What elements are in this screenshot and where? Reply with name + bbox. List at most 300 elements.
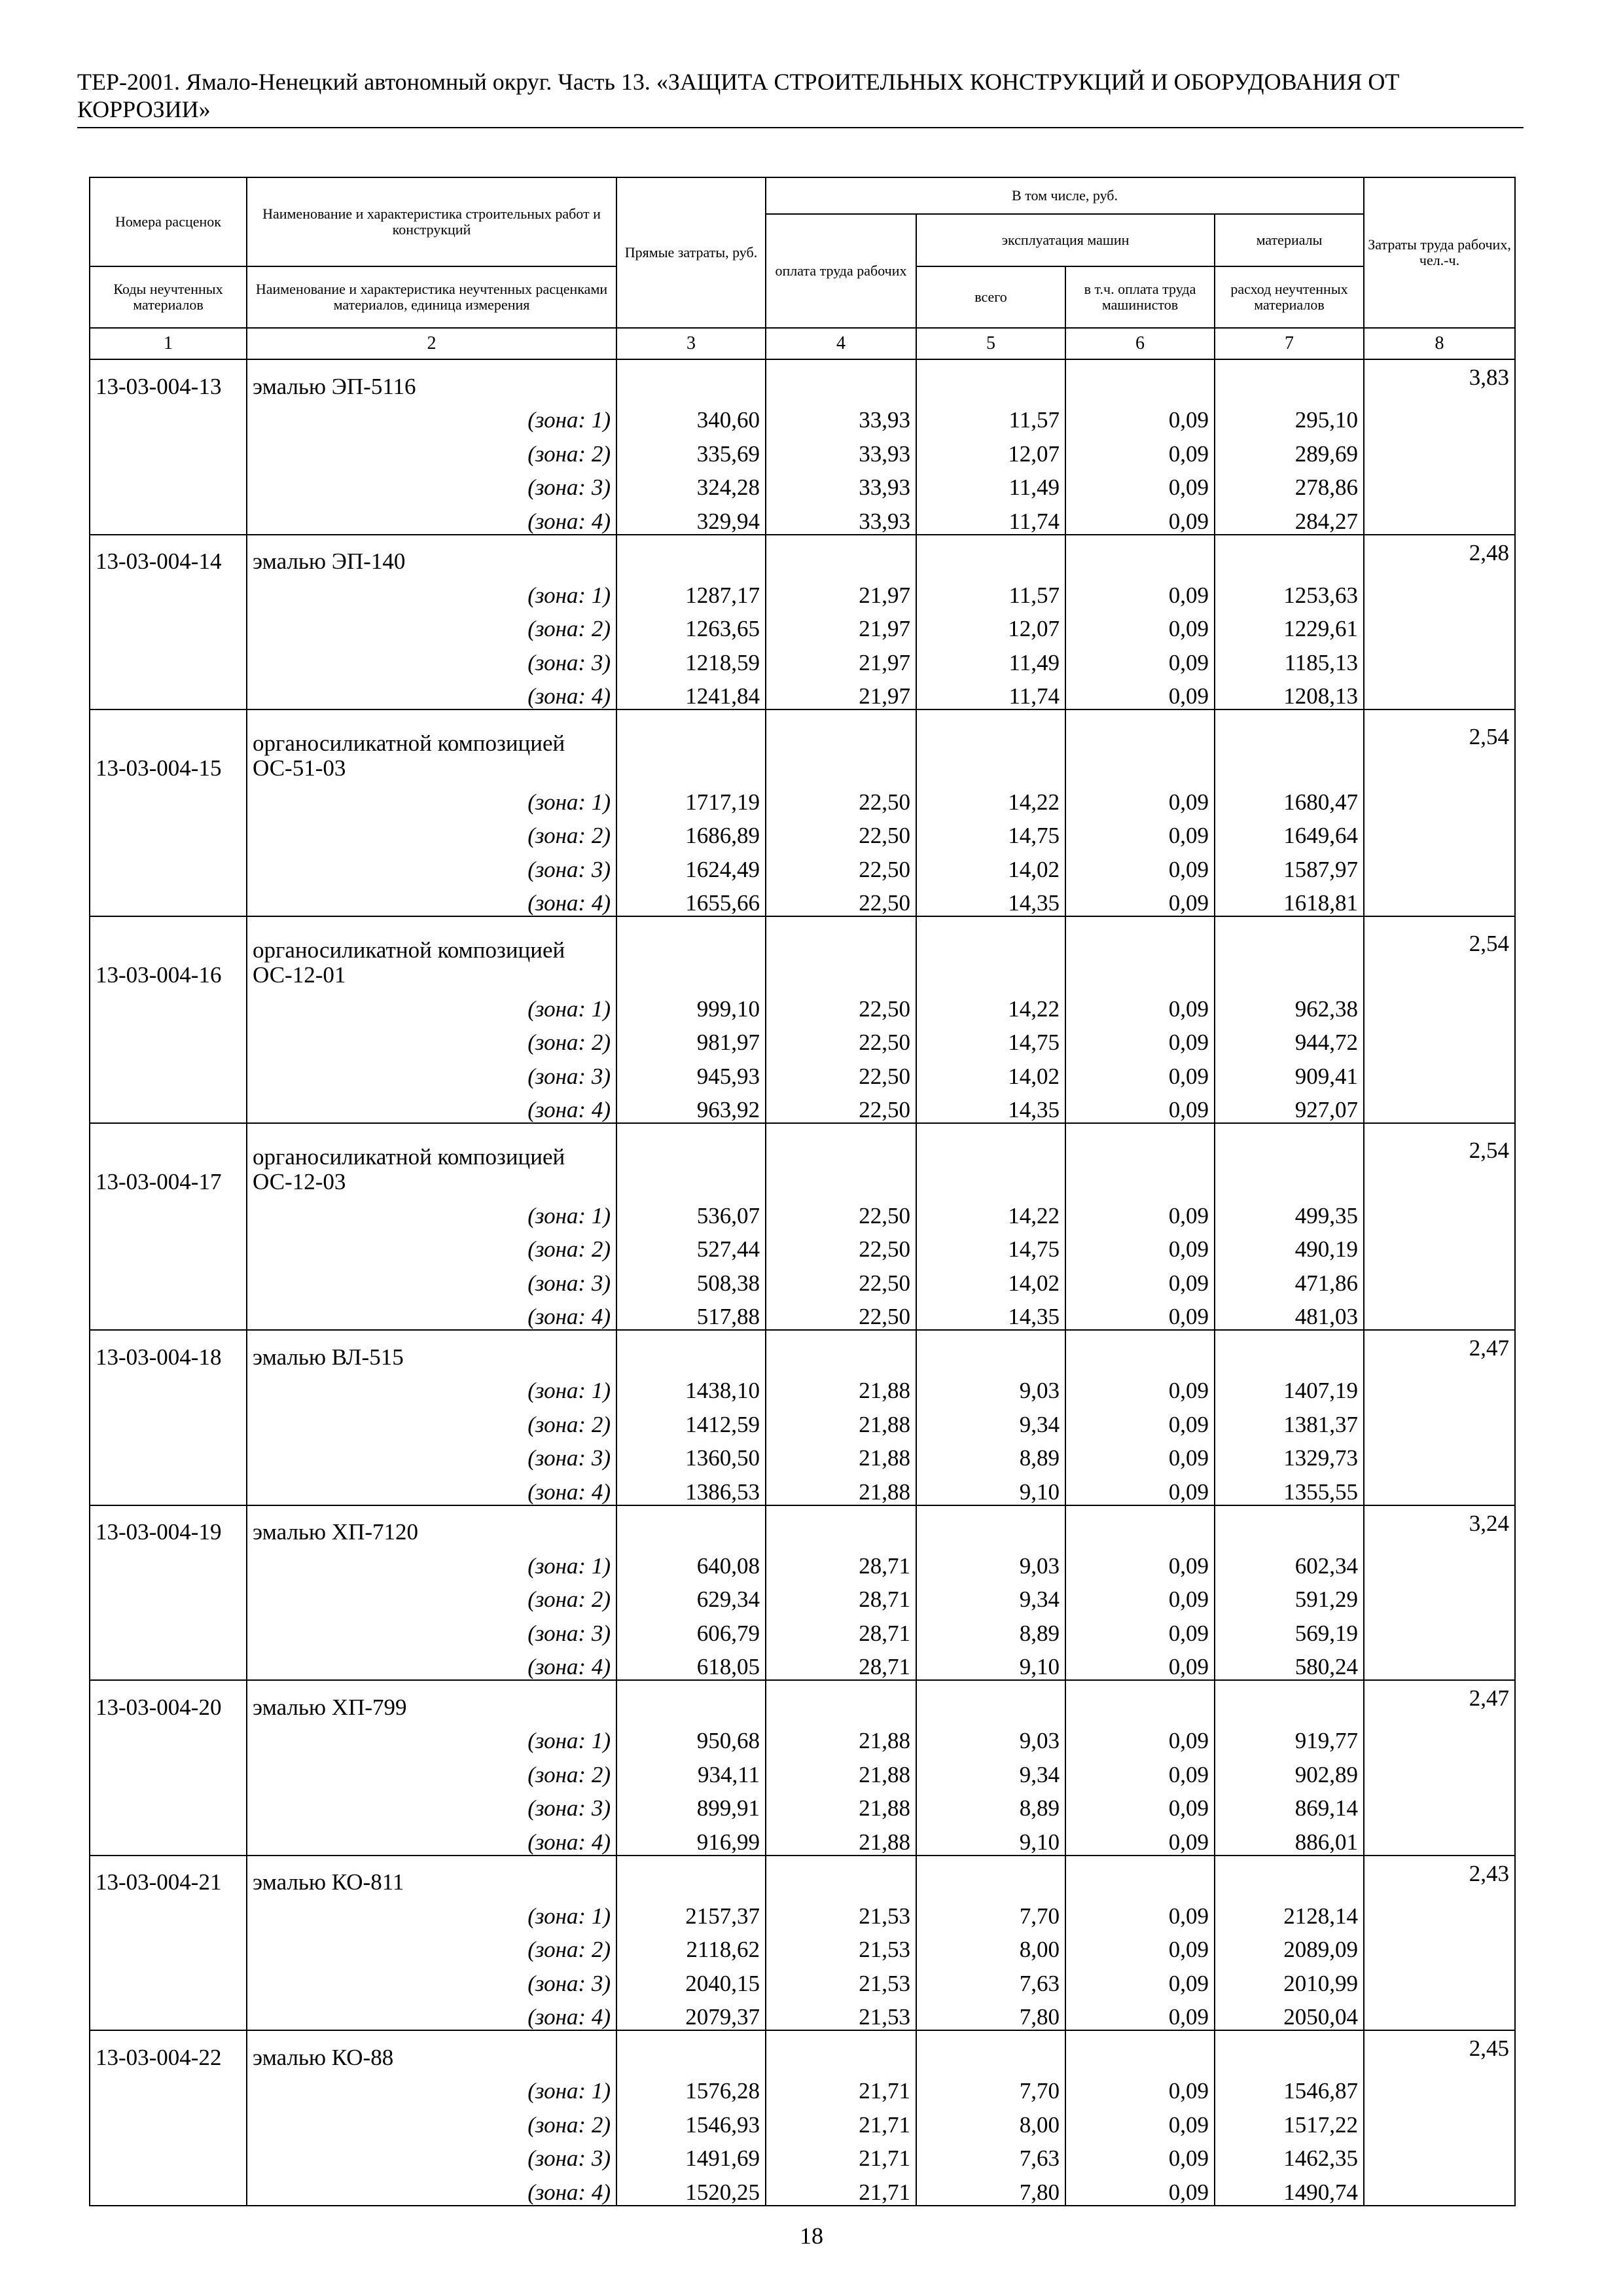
direct-costs: 1287,17 xyxy=(616,574,766,608)
direct-costs: 1717,19 xyxy=(616,781,766,815)
worker-wages: 22,50 xyxy=(766,1089,916,1124)
empty-cell xyxy=(1065,1856,1215,1895)
rate-code-empty xyxy=(90,1194,247,1229)
rate-name-line: ОС-51-03 xyxy=(253,755,346,781)
zone-row xyxy=(90,467,1515,501)
rate-name xyxy=(247,1856,616,1895)
zone-label: (зона: 1) xyxy=(247,1545,616,1579)
materials-cost: 2128,14 xyxy=(1215,1895,1364,1929)
rate-name-line: эмалью ВЛ-515 xyxy=(253,1344,404,1370)
zone-label: (зона: 1) xyxy=(247,781,616,815)
worker-wages: 21,71 xyxy=(766,2171,916,2206)
zone-label: (зона: 3) xyxy=(247,1055,616,1089)
zone-row xyxy=(90,574,1515,608)
zone-row xyxy=(90,1403,1515,1437)
rate-code-empty xyxy=(90,1929,247,1963)
zone-row xyxy=(90,1296,1515,1331)
labor-empty xyxy=(1364,1545,1515,1579)
labor-empty xyxy=(1364,882,1515,917)
worker-wages: 28,71 xyxy=(766,1545,916,1579)
machines-total: 11,57 xyxy=(916,574,1065,608)
empty-cell xyxy=(1215,1123,1364,1194)
worker-wages: 21,88 xyxy=(766,1787,916,1821)
direct-costs: 536,07 xyxy=(616,1194,766,1229)
zone-label: (зона: 4) xyxy=(247,1646,616,1681)
rate-code-empty xyxy=(90,1545,247,1579)
zone-label: (зона: 4) xyxy=(247,1821,616,1856)
worker-wages: 21,88 xyxy=(766,1720,916,1754)
header-operator-wages: в т.ч. оплата труда машинистов xyxy=(1065,266,1215,328)
column-number: 5 xyxy=(916,328,1065,359)
zone-row xyxy=(90,399,1515,433)
rate-code-empty xyxy=(90,1612,247,1646)
labor-empty xyxy=(1364,1055,1515,1089)
labor-empty xyxy=(1364,574,1515,608)
rate-code: 13-03-004-13 xyxy=(90,359,247,399)
direct-costs: 517,88 xyxy=(616,1296,766,1331)
labor-empty xyxy=(1364,1753,1515,1787)
materials-cost: 1229,61 xyxy=(1215,608,1364,642)
rate-code-empty xyxy=(90,467,247,501)
empty-cell xyxy=(1215,535,1364,575)
empty-cell xyxy=(766,916,916,988)
empty-cell xyxy=(616,1856,766,1895)
worker-wages: 21,88 xyxy=(766,1370,916,1404)
machines-total: 11,74 xyxy=(916,500,1065,535)
zone-row xyxy=(90,1471,1515,1505)
zone-label: (зона: 4) xyxy=(247,500,616,535)
labor-cost: 2,48 xyxy=(1364,535,1515,575)
operator-wages: 0,09 xyxy=(1065,2104,1215,2138)
rate-code: 13-03-004-18 xyxy=(90,1330,247,1370)
rate-code: 13-03-004-21 xyxy=(90,1856,247,1895)
labor-empty xyxy=(1364,815,1515,849)
zone-row xyxy=(90,1646,1515,1681)
rate-title-row xyxy=(90,1505,1515,1545)
worker-wages: 21,97 xyxy=(766,608,916,642)
rate-code-empty xyxy=(90,1895,247,1929)
zone-label: (зона: 1) xyxy=(247,1370,616,1404)
empty-cell xyxy=(916,1680,1065,1720)
operator-wages: 0,09 xyxy=(1065,1646,1215,1681)
worker-wages: 33,93 xyxy=(766,399,916,433)
rate-code-empty xyxy=(90,1403,247,1437)
labor-empty xyxy=(1364,1471,1515,1505)
zone-label: (зона: 2) xyxy=(247,1229,616,1263)
machines-total: 9,34 xyxy=(916,1579,1065,1613)
zone-row xyxy=(90,433,1515,467)
labor-empty xyxy=(1364,1929,1515,1963)
rate-name-line: эмалью КО-88 xyxy=(253,2044,394,2070)
worker-wages: 28,71 xyxy=(766,1612,916,1646)
header-unaccounted-materials: расход неучтенных материалов xyxy=(1215,266,1364,328)
rate-title-row xyxy=(90,709,1515,781)
direct-costs: 934,11 xyxy=(616,1753,766,1787)
worker-wages: 22,50 xyxy=(766,1296,916,1331)
rate-code-empty xyxy=(90,781,247,815)
labor-empty xyxy=(1364,1403,1515,1437)
operator-wages: 0,09 xyxy=(1065,1194,1215,1229)
materials-cost: 289,69 xyxy=(1215,433,1364,467)
zone-row xyxy=(90,675,1515,710)
worker-wages: 22,50 xyxy=(766,1194,916,1229)
direct-costs: 999,10 xyxy=(616,988,766,1022)
empty-cell xyxy=(1065,916,1215,988)
materials-cost: 1355,55 xyxy=(1215,1471,1364,1505)
empty-cell xyxy=(916,1123,1065,1194)
rate-code-empty xyxy=(90,1753,247,1787)
materials-cost: 2050,04 xyxy=(1215,1996,1364,2031)
empty-cell xyxy=(766,1123,916,1194)
materials-cost: 886,01 xyxy=(1215,1821,1364,1856)
zone-row xyxy=(90,1579,1515,1613)
rate-title-row xyxy=(90,1123,1515,1194)
materials-cost: 471,86 xyxy=(1215,1262,1364,1296)
header-materials-group: материалы xyxy=(1215,214,1364,266)
zone-row xyxy=(90,2104,1515,2138)
empty-cell xyxy=(1065,359,1215,399)
direct-costs: 916,99 xyxy=(616,1821,766,1856)
operator-wages: 0,09 xyxy=(1065,2070,1215,2104)
labor-empty xyxy=(1364,1962,1515,1996)
column-number: 8 xyxy=(1364,328,1515,359)
operator-wages: 0,09 xyxy=(1065,1720,1215,1754)
labor-cost: 2,43 xyxy=(1364,1856,1515,1895)
column-number: 4 xyxy=(766,328,916,359)
materials-cost: 1462,35 xyxy=(1215,2138,1364,2172)
machines-total: 7,80 xyxy=(916,2171,1065,2206)
operator-wages: 0,09 xyxy=(1065,1962,1215,1996)
empty-cell xyxy=(766,1505,916,1545)
rate-name-line: эмалью ХП-7120 xyxy=(253,1519,418,1545)
zone-row xyxy=(90,1821,1515,1856)
empty-cell xyxy=(616,1505,766,1545)
header-line-1: ТЕР-2001. Ямало-Ненецкий автономный округ. Часть 13. «ЗАЩИТА СТРОИТЕЛЬНЫХ КОНСТРУКЦИЙ И ОБОРУДОВАНИЯ ОТ xyxy=(77,69,1400,95)
zone-row xyxy=(90,882,1515,917)
operator-wages: 0,09 xyxy=(1065,1612,1215,1646)
rate-title-row xyxy=(90,916,1515,988)
zone-row xyxy=(90,1787,1515,1821)
direct-costs: 606,79 xyxy=(616,1612,766,1646)
worker-wages: 22,50 xyxy=(766,1022,916,1056)
worker-wages: 21,71 xyxy=(766,2070,916,2104)
zone-row xyxy=(90,1753,1515,1787)
labor-cost: 3,24 xyxy=(1364,1505,1515,1545)
empty-cell xyxy=(616,2030,766,2070)
rate-name-line: эмалью ЭП-5116 xyxy=(253,373,416,399)
machines-total: 14,02 xyxy=(916,1055,1065,1089)
zone-label: (зона: 1) xyxy=(247,1194,616,1229)
operator-wages: 0,09 xyxy=(1065,815,1215,849)
rate-code: 13-03-004-17 xyxy=(90,1123,247,1194)
rate-code: 13-03-004-15 xyxy=(90,709,247,781)
labor-empty xyxy=(1364,1437,1515,1471)
rate-code-empty xyxy=(90,882,247,917)
empty-cell xyxy=(1215,359,1364,399)
machines-total: 11,49 xyxy=(916,467,1065,501)
zone-label: (зона: 4) xyxy=(247,675,616,710)
column-number: 1 xyxy=(90,328,247,359)
direct-costs: 945,93 xyxy=(616,1055,766,1089)
materials-cost: 569,19 xyxy=(1215,1612,1364,1646)
labor-empty xyxy=(1364,1720,1515,1754)
labor-empty xyxy=(1364,399,1515,433)
empty-cell xyxy=(766,359,916,399)
empty-cell xyxy=(1215,2030,1364,2070)
empty-cell xyxy=(1065,1123,1215,1194)
machines-total: 12,07 xyxy=(916,433,1065,467)
operator-wages: 0,09 xyxy=(1065,1996,1215,2031)
worker-wages: 22,50 xyxy=(766,1262,916,1296)
materials-cost: 1208,13 xyxy=(1215,675,1364,710)
materials-cost: 1253,63 xyxy=(1215,574,1364,608)
labor-empty xyxy=(1364,848,1515,882)
operator-wages: 0,09 xyxy=(1065,1055,1215,1089)
rate-code-empty xyxy=(90,500,247,535)
empty-cell xyxy=(1065,2030,1215,2070)
rate-code-empty xyxy=(90,1262,247,1296)
empty-cell xyxy=(766,1330,916,1370)
materials-cost: 1381,37 xyxy=(1215,1403,1364,1437)
labor-empty xyxy=(1364,641,1515,675)
zone-row xyxy=(90,1720,1515,1754)
direct-costs: 508,38 xyxy=(616,1262,766,1296)
labor-empty xyxy=(1364,2104,1515,2138)
operator-wages: 0,09 xyxy=(1065,399,1215,433)
direct-costs: 1263,65 xyxy=(616,608,766,642)
labor-empty xyxy=(1364,1612,1515,1646)
zone-label: (зона: 4) xyxy=(247,1471,616,1505)
worker-wages: 21,71 xyxy=(766,2104,916,2138)
header-material-names: Наименование и характеристика неучтенных расценками материалов, единица измерения xyxy=(247,266,616,328)
operator-wages: 0,09 xyxy=(1065,1229,1215,1263)
rate-code-empty xyxy=(90,2171,247,2206)
labor-empty xyxy=(1364,1646,1515,1681)
zone-row xyxy=(90,781,1515,815)
empty-cell xyxy=(916,1856,1065,1895)
rate-name-line: эмалью КО-811 xyxy=(253,1869,404,1895)
worker-wages: 21,97 xyxy=(766,574,916,608)
operator-wages: 0,09 xyxy=(1065,1821,1215,1856)
machines-total: 14,02 xyxy=(916,1262,1065,1296)
header-machines-group: эксплуатация машин xyxy=(916,214,1215,266)
zone-label: (зона: 3) xyxy=(247,641,616,675)
empty-cell xyxy=(766,709,916,781)
rate-code-empty xyxy=(90,574,247,608)
worker-wages: 21,53 xyxy=(766,1962,916,1996)
worker-wages: 22,50 xyxy=(766,848,916,882)
zone-row xyxy=(90,1194,1515,1229)
direct-costs: 1218,59 xyxy=(616,641,766,675)
rate-code-empty xyxy=(90,608,247,642)
direct-costs: 899,91 xyxy=(616,1787,766,1821)
labor-empty xyxy=(1364,1262,1515,1296)
worker-wages: 21,53 xyxy=(766,1996,916,2031)
direct-costs: 1360,50 xyxy=(616,1437,766,1471)
rate-code-empty xyxy=(90,1787,247,1821)
direct-costs: 640,08 xyxy=(616,1545,766,1579)
labor-empty xyxy=(1364,1579,1515,1613)
materials-cost: 295,10 xyxy=(1215,399,1364,433)
labor-cost: 2,54 xyxy=(1364,916,1515,988)
rate-code-empty xyxy=(90,675,247,710)
rate-code-empty xyxy=(90,1296,247,1331)
rate-code-empty xyxy=(90,641,247,675)
column-number: 6 xyxy=(1065,328,1215,359)
zone-label: (зона: 2) xyxy=(247,1022,616,1056)
zone-row xyxy=(90,1089,1515,1124)
machines-total: 14,02 xyxy=(916,848,1065,882)
worker-wages: 22,50 xyxy=(766,988,916,1022)
header-material-codes: Коды неучтенных материалов xyxy=(90,266,247,328)
operator-wages: 0,09 xyxy=(1065,1022,1215,1056)
labor-empty xyxy=(1364,1787,1515,1821)
operator-wages: 0,09 xyxy=(1065,641,1215,675)
machines-total: 14,22 xyxy=(916,781,1065,815)
direct-costs: 629,34 xyxy=(616,1579,766,1613)
zone-row xyxy=(90,1229,1515,1263)
direct-costs: 981,97 xyxy=(616,1022,766,1056)
page-number: 18 xyxy=(800,2223,823,2249)
header-direct-costs: Прямые затраты, руб. xyxy=(616,177,766,328)
direct-costs: 324,28 xyxy=(616,467,766,501)
materials-cost: 481,03 xyxy=(1215,1296,1364,1331)
zone-label: (зона: 1) xyxy=(247,988,616,1022)
machines-total: 9,10 xyxy=(916,1471,1065,1505)
labor-cost: 2,47 xyxy=(1364,1680,1515,1720)
worker-wages: 33,93 xyxy=(766,433,916,467)
rate-title-row xyxy=(90,2030,1515,2070)
empty-cell xyxy=(1065,1330,1215,1370)
materials-cost: 944,72 xyxy=(1215,1022,1364,1056)
labor-cost: 3,83 xyxy=(1364,359,1515,399)
rate-name xyxy=(247,916,616,988)
operator-wages: 0,09 xyxy=(1065,1929,1215,1963)
rate-code-empty xyxy=(90,2104,247,2138)
zone-label: (зона: 2) xyxy=(247,815,616,849)
empty-cell xyxy=(1065,535,1215,575)
materials-cost: 1618,81 xyxy=(1215,882,1364,917)
materials-cost: 962,38 xyxy=(1215,988,1364,1022)
zone-row xyxy=(90,1612,1515,1646)
header-rate-numbers: Номера расценок xyxy=(90,177,247,266)
operator-wages: 0,09 xyxy=(1065,500,1215,535)
rate-title-row xyxy=(90,1680,1515,1720)
rate-code-empty xyxy=(90,988,247,1022)
labor-empty xyxy=(1364,1089,1515,1124)
worker-wages: 21,88 xyxy=(766,1753,916,1787)
rate-code-empty xyxy=(90,1579,247,1613)
rate-name xyxy=(247,1505,616,1545)
worker-wages: 22,50 xyxy=(766,882,916,917)
operator-wages: 0,09 xyxy=(1065,1895,1215,1929)
rates-body xyxy=(90,359,1515,2206)
zone-label: (зона: 3) xyxy=(247,848,616,882)
direct-costs: 2118,62 xyxy=(616,1929,766,1963)
materials-cost: 1587,97 xyxy=(1215,848,1364,882)
operator-wages: 0,09 xyxy=(1065,1753,1215,1787)
rate-code-empty xyxy=(90,1370,247,1404)
rate-code: 13-03-004-14 xyxy=(90,535,247,575)
materials-cost: 1329,73 xyxy=(1215,1437,1364,1471)
empty-cell xyxy=(1215,1680,1364,1720)
rate-name xyxy=(247,2030,616,2070)
direct-costs: 329,94 xyxy=(616,500,766,535)
rate-name-line: органосиликатной композицией xyxy=(253,937,565,963)
zone-row xyxy=(90,2171,1515,2206)
labor-empty xyxy=(1364,467,1515,501)
zone-label: (зона: 2) xyxy=(247,608,616,642)
machines-total: 11,57 xyxy=(916,399,1065,433)
materials-cost: 591,29 xyxy=(1215,1579,1364,1613)
materials-cost: 278,86 xyxy=(1215,467,1364,501)
zone-row xyxy=(90,1055,1515,1089)
zone-label: (зона: 2) xyxy=(247,1929,616,1963)
direct-costs: 527,44 xyxy=(616,1229,766,1263)
materials-cost: 1649,64 xyxy=(1215,815,1364,849)
rates-table xyxy=(89,177,1516,2206)
materials-cost: 602,34 xyxy=(1215,1545,1364,1579)
machines-total: 14,75 xyxy=(916,1229,1065,1263)
direct-costs: 963,92 xyxy=(616,1089,766,1124)
labor-empty xyxy=(1364,1821,1515,1856)
empty-cell xyxy=(916,359,1065,399)
materials-cost: 1517,22 xyxy=(1215,2104,1364,2138)
worker-wages: 21,88 xyxy=(766,1471,916,1505)
rate-name-line: эмалью ХП-799 xyxy=(253,1694,407,1720)
empty-cell xyxy=(766,1856,916,1895)
labor-empty xyxy=(1364,1895,1515,1929)
header-including-group: В том числе, руб. xyxy=(766,177,1364,214)
zone-row xyxy=(90,2138,1515,2172)
rate-name xyxy=(247,1123,616,1194)
rate-name xyxy=(247,709,616,781)
zone-label: (зона: 1) xyxy=(247,1895,616,1929)
empty-cell xyxy=(1215,1505,1364,1545)
zone-row xyxy=(90,1962,1515,1996)
zone-label: (зона: 4) xyxy=(247,1296,616,1331)
rate-title-row xyxy=(90,1856,1515,1895)
rate-code-empty xyxy=(90,2070,247,2104)
operator-wages: 0,09 xyxy=(1065,1296,1215,1331)
machines-total: 9,34 xyxy=(916,1753,1065,1787)
rate-name-line: ОС-12-01 xyxy=(253,962,346,988)
machines-total: 7,70 xyxy=(916,1895,1065,1929)
column-number: 3 xyxy=(616,328,766,359)
rate-name-line: органосиликатной композицией xyxy=(253,730,565,756)
materials-cost: 919,77 xyxy=(1215,1720,1364,1754)
zone-label: (зона: 4) xyxy=(247,1996,616,2031)
zone-row xyxy=(90,1545,1515,1579)
zone-label: (зона: 4) xyxy=(247,882,616,917)
empty-cell xyxy=(1215,1856,1364,1895)
machines-total: 11,74 xyxy=(916,675,1065,710)
labor-empty xyxy=(1364,1296,1515,1331)
rate-code-empty xyxy=(90,848,247,882)
direct-costs: 335,69 xyxy=(616,433,766,467)
worker-wages: 21,88 xyxy=(766,1437,916,1471)
labor-empty xyxy=(1364,2070,1515,2104)
empty-cell xyxy=(616,535,766,575)
rate-code: 13-03-004-22 xyxy=(90,2030,247,2070)
operator-wages: 0,09 xyxy=(1065,882,1215,917)
header-work-name: Наименование и характеристика строительных работ и конструкций xyxy=(247,177,616,266)
rate-code-empty xyxy=(90,433,247,467)
direct-costs: 1546,93 xyxy=(616,2104,766,2138)
machines-total: 12,07 xyxy=(916,608,1065,642)
rate-title-row xyxy=(90,359,1515,399)
empty-cell xyxy=(916,916,1065,988)
